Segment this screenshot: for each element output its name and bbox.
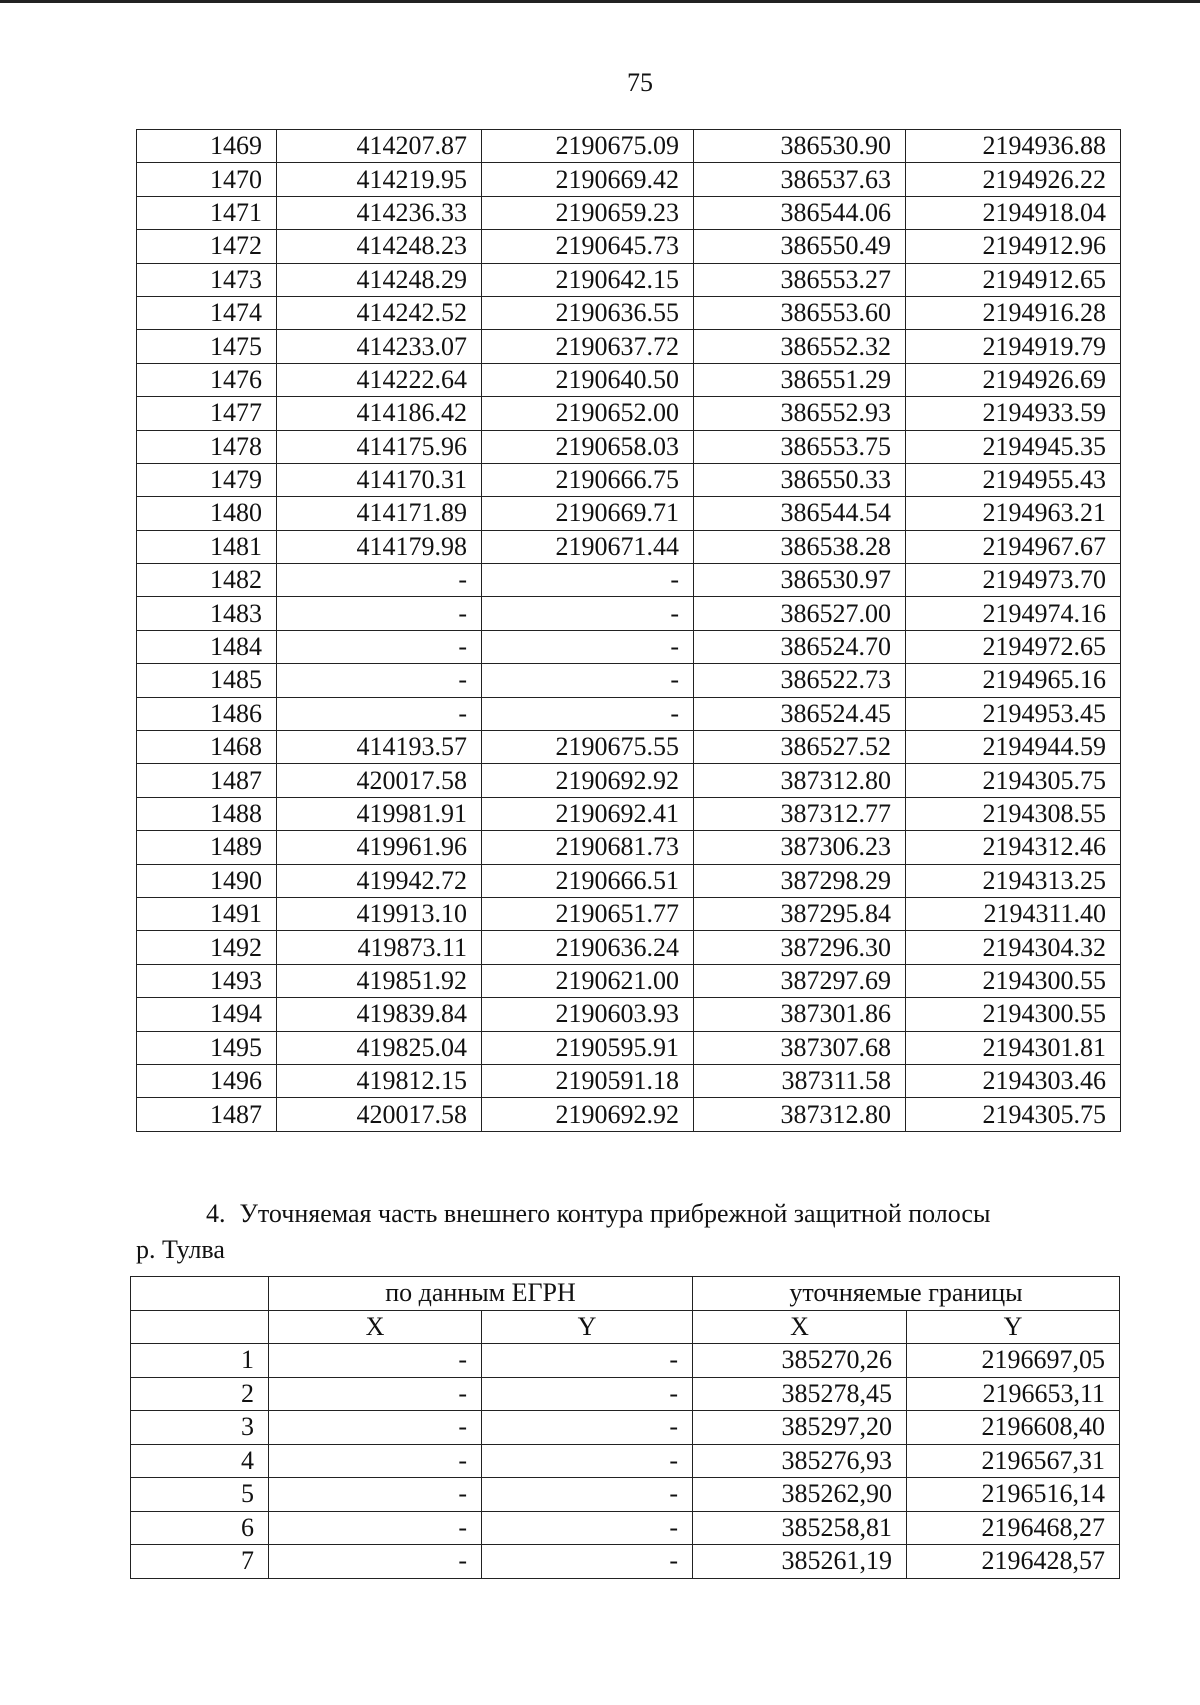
old-y-cell: 2190675.09 [482,130,694,163]
old-x-cell: 414248.29 [277,263,482,296]
old-x-cell: 419873.11 [277,931,482,964]
old-y-cell: 2190671.44 [482,530,694,563]
refined-y-header: Y [907,1310,1120,1344]
new-y-cell: 2194918.04 [906,196,1121,229]
table-column-header-row [131,1310,1120,1344]
point-number-cell: 1487 [137,764,277,797]
table-row [137,597,1121,630]
point-number-cell: 1468 [137,731,277,764]
point-number-cell: 1492 [137,931,277,964]
new-x-cell: 387296.30 [694,931,906,964]
table-row [137,897,1121,930]
table-row [131,1411,1120,1445]
point-number-cell: 1474 [137,296,277,329]
table-row [131,1444,1120,1478]
new-y-cell: 2194308.55 [906,797,1121,830]
old-y-cell: 2190645.73 [482,230,694,263]
old-y-cell: 2190692.92 [482,1098,694,1131]
point-number-cell: 1470 [137,163,277,196]
new-y-cell: 2196608,40 [907,1411,1120,1445]
new-x-cell: 387298.29 [694,864,906,897]
table-row [137,931,1121,964]
old-y-cell: 2190692.92 [482,764,694,797]
refined-group-header: уточняемые границы [693,1277,1120,1311]
new-y-cell: 2194912.65 [906,263,1121,296]
new-x-cell: 387311.58 [694,1064,906,1097]
new-y-cell: 2194974.16 [906,597,1121,630]
table-group-header-row [131,1277,1120,1311]
new-x-cell: 386537.63 [694,163,906,196]
table-row [137,964,1121,997]
new-y-cell: 2194926.69 [906,363,1121,396]
refined-boundary-table [130,1276,1120,1579]
old-y-cell: - [482,1344,693,1378]
new-y-cell: 2194973.70 [906,564,1121,597]
new-y-cell: 2196567,31 [907,1444,1120,1478]
new-x-cell: 386524.70 [694,630,906,663]
new-x-cell: 386550.33 [694,463,906,496]
old-y-cell: 2190675.55 [482,731,694,764]
old-x-cell: 414170.31 [277,463,482,496]
old-x-cell: 414171.89 [277,497,482,530]
old-x-cell: 419851.92 [277,964,482,997]
table-row [131,1478,1120,1512]
table-row [137,196,1121,229]
new-y-cell: 2194963.21 [906,497,1121,530]
table-row [137,1098,1121,1131]
old-x-cell: - [269,1478,482,1512]
new-x-cell: 387312.77 [694,797,906,830]
old-x-cell: - [269,1545,482,1579]
new-x-cell: 385258,81 [693,1511,907,1545]
table-row [131,1545,1120,1579]
new-x-cell: 386530.90 [694,130,906,163]
table-row [137,397,1121,430]
egrn-y-header: Y [482,1310,693,1344]
old-y-cell: 2190603.93 [482,998,694,1031]
old-x-cell: 419913.10 [277,897,482,930]
point-number-cell: 1487 [137,1098,277,1131]
point-number-cell: 4 [131,1444,269,1478]
old-y-cell: 2190666.51 [482,864,694,897]
old-y-cell: 2190621.00 [482,964,694,997]
old-x-cell: 414207.87 [277,130,482,163]
old-x-cell: 414179.98 [277,530,482,563]
point-number-cell: 1483 [137,597,277,630]
new-x-cell: 386538.28 [694,530,906,563]
point-number-subheader [131,1310,269,1344]
old-x-cell: - [277,564,482,597]
new-y-cell: 2194313.25 [906,864,1121,897]
new-y-cell: 2194967.67 [906,530,1121,563]
new-y-cell: 2194300.55 [906,998,1121,1031]
old-y-cell: 2190637.72 [482,330,694,363]
coordinates-table-body [137,130,1121,1132]
point-number-cell: 1491 [137,897,277,930]
point-number-cell: 1496 [137,1064,277,1097]
old-y-cell: 2190651.77 [482,897,694,930]
old-x-cell: 414248.23 [277,230,482,263]
new-x-cell: 387297.69 [694,964,906,997]
new-x-cell: 387307.68 [694,1031,906,1064]
new-y-cell: 2194301.81 [906,1031,1121,1064]
table-row [137,697,1121,730]
point-number-header [131,1277,269,1311]
new-y-cell: 2196428,57 [907,1545,1120,1579]
old-x-cell: 414233.07 [277,330,482,363]
table-row [137,230,1121,263]
old-x-cell: 414186.42 [277,397,482,430]
point-number-cell: 7 [131,1545,269,1579]
point-number-cell: 1 [131,1344,269,1378]
new-y-cell: 2194300.55 [906,964,1121,997]
new-y-cell: 2194944.59 [906,731,1121,764]
old-x-cell: 419942.72 [277,864,482,897]
table-row [137,163,1121,196]
point-number-cell: 1471 [137,196,277,229]
new-y-cell: 2194912.96 [906,230,1121,263]
old-x-cell: 414236.33 [277,196,482,229]
old-y-cell: 2190692.41 [482,797,694,830]
table-row [131,1344,1120,1378]
old-y-cell: - [482,597,694,630]
section-title-river: р. Тулва [136,1235,225,1264]
old-x-cell: - [277,664,482,697]
new-y-cell: 2194312.46 [906,831,1121,864]
new-y-cell: 2194926.22 [906,163,1121,196]
new-x-cell: 386550.49 [694,230,906,263]
new-x-cell: 386553.60 [694,296,906,329]
old-y-cell: 2190652.00 [482,397,694,430]
old-y-cell: - [482,564,694,597]
new-x-cell: 385297,20 [693,1411,907,1445]
new-y-cell: 2196697,05 [907,1344,1120,1378]
new-x-cell: 385276,93 [693,1444,907,1478]
old-y-cell: 2190659.23 [482,196,694,229]
point-number-cell: 1494 [137,998,277,1031]
new-x-cell: 386544.54 [694,497,906,530]
new-x-cell: 386553.75 [694,430,906,463]
old-x-cell: 420017.58 [277,1098,482,1131]
table-row [131,1377,1120,1411]
point-number-cell: 1475 [137,330,277,363]
new-y-cell: 2194919.79 [906,330,1121,363]
old-y-cell: 2190658.03 [482,430,694,463]
old-y-cell: 2190636.24 [482,931,694,964]
old-y-cell: - [482,1444,693,1478]
table-row [137,731,1121,764]
old-x-cell: - [277,697,482,730]
new-x-cell: 386552.32 [694,330,906,363]
old-x-cell: 414222.64 [277,363,482,396]
refined-boundary-table-body [131,1344,1120,1579]
new-y-cell: 2194933.59 [906,397,1121,430]
old-x-cell: 414242.52 [277,296,482,329]
point-number-cell: 1473 [137,263,277,296]
point-number-cell: 1477 [137,397,277,430]
table-row [131,1511,1120,1545]
point-number-cell: 1482 [137,564,277,597]
point-number-cell: 1479 [137,463,277,496]
point-number-cell: 1478 [137,430,277,463]
table-row [137,864,1121,897]
old-y-cell: 2190666.75 [482,463,694,496]
table-row [137,1064,1121,1097]
new-y-cell: 2194936.88 [906,130,1121,163]
new-x-cell: 386553.27 [694,263,906,296]
old-x-cell: - [269,1377,482,1411]
old-y-cell: - [482,630,694,663]
old-x-cell: 414219.95 [277,163,482,196]
point-number-cell: 1486 [137,697,277,730]
new-y-cell: 2194972.65 [906,630,1121,663]
old-x-cell: - [269,1344,482,1378]
table-row [137,330,1121,363]
point-number-cell: 1495 [137,1031,277,1064]
table-row [137,564,1121,597]
table-row [137,263,1121,296]
old-y-cell: - [482,697,694,730]
new-y-cell: 2194304.32 [906,931,1121,964]
new-x-cell: 385262,90 [693,1478,907,1512]
old-x-cell: 419839.84 [277,998,482,1031]
new-x-cell: 387312.80 [694,1098,906,1131]
new-y-cell: 2194955.43 [906,463,1121,496]
point-number-cell: 1488 [137,797,277,830]
new-y-cell: 2196468,27 [907,1511,1120,1545]
old-x-cell: - [269,1444,482,1478]
point-number-cell: 1480 [137,497,277,530]
old-x-cell: 419981.91 [277,797,482,830]
new-y-cell: 2194916.28 [906,296,1121,329]
table-row [137,363,1121,396]
table-row [137,664,1121,697]
new-y-cell: 2196516,14 [907,1478,1120,1512]
old-x-cell: 414175.96 [277,430,482,463]
point-number-cell: 1489 [137,831,277,864]
point-number-cell: 1476 [137,363,277,396]
refined-x-header: X [693,1310,907,1344]
old-x-cell: 419825.04 [277,1031,482,1064]
table-row [137,463,1121,496]
new-x-cell: 387301.86 [694,998,906,1031]
old-y-cell: 2190636.55 [482,296,694,329]
section-title: Уточняемая часть внешнего контура прибрежной защитной полосы [239,1199,991,1228]
table-row [137,764,1121,797]
point-number-cell: 5 [131,1478,269,1512]
table-row [137,497,1121,530]
table-row [137,1031,1121,1064]
table-row [137,430,1121,463]
old-y-cell: - [482,1478,693,1512]
new-y-cell: 2194305.75 [906,764,1121,797]
old-x-cell: 419961.96 [277,831,482,864]
old-x-cell: - [269,1511,482,1545]
new-x-cell: 385278,45 [693,1377,907,1411]
table-row [137,296,1121,329]
new-x-cell: 386522.73 [694,664,906,697]
new-x-cell: 386544.06 [694,196,906,229]
new-y-cell: 2196653,11 [907,1377,1120,1411]
old-y-cell: 2190595.91 [482,1031,694,1064]
point-number-cell: 3 [131,1411,269,1445]
point-number-cell: 1493 [137,964,277,997]
section-heading [136,1196,1120,1268]
egrn-group-header: по данным ЕГРН [269,1277,693,1311]
old-y-cell: - [482,1377,693,1411]
old-x-cell: - [269,1411,482,1445]
old-x-cell: - [277,630,482,663]
new-y-cell: 2194303.46 [906,1064,1121,1097]
new-x-cell: 387295.84 [694,897,906,930]
table-row [137,530,1121,563]
old-y-cell: 2190642.15 [482,263,694,296]
old-y-cell: - [482,1545,693,1579]
new-y-cell: 2194965.16 [906,664,1121,697]
new-y-cell: 2194945.35 [906,430,1121,463]
new-y-cell: 2194311.40 [906,897,1121,930]
new-x-cell: 386552.93 [694,397,906,430]
point-number-cell: 1472 [137,230,277,263]
old-y-cell: 2190669.42 [482,163,694,196]
new-x-cell: 385261,19 [693,1545,907,1579]
point-number-cell: 1469 [137,130,277,163]
egrn-x-header: X [269,1310,482,1344]
point-number-cell: 1490 [137,864,277,897]
old-y-cell: 2190681.73 [482,831,694,864]
old-y-cell: 2190640.50 [482,363,694,396]
table-row [137,630,1121,663]
old-x-cell: 420017.58 [277,764,482,797]
point-number-cell: 1481 [137,530,277,563]
old-y-cell: - [482,664,694,697]
old-y-cell: - [482,1511,693,1545]
new-x-cell: 386527.52 [694,731,906,764]
new-x-cell: 387306.23 [694,831,906,864]
coordinates-table-continued [136,129,1121,1132]
section-number: 4. [206,1199,226,1228]
point-number-cell: 2 [131,1377,269,1411]
new-x-cell: 386551.29 [694,363,906,396]
new-y-cell: 2194305.75 [906,1098,1121,1131]
new-x-cell: 386530.97 [694,564,906,597]
old-x-cell: 414193.57 [277,731,482,764]
point-number-cell: 1485 [137,664,277,697]
new-x-cell: 387312.80 [694,764,906,797]
point-number-cell: 1484 [137,630,277,663]
new-x-cell: 386527.00 [694,597,906,630]
old-y-cell: 2190591.18 [482,1064,694,1097]
table-row [137,797,1121,830]
table-row [137,130,1121,163]
new-x-cell: 386524.45 [694,697,906,730]
table-row [137,998,1121,1031]
new-x-cell: 385270,26 [693,1344,907,1378]
point-number-cell: 6 [131,1511,269,1545]
old-x-cell: 419812.15 [277,1064,482,1097]
old-y-cell: 2190669.71 [482,497,694,530]
old-y-cell: - [482,1411,693,1445]
page-number: 75 [627,68,653,97]
table-row [137,831,1121,864]
scan-top-edge [0,0,1200,3]
new-y-cell: 2194953.45 [906,697,1121,730]
old-x-cell: - [277,597,482,630]
